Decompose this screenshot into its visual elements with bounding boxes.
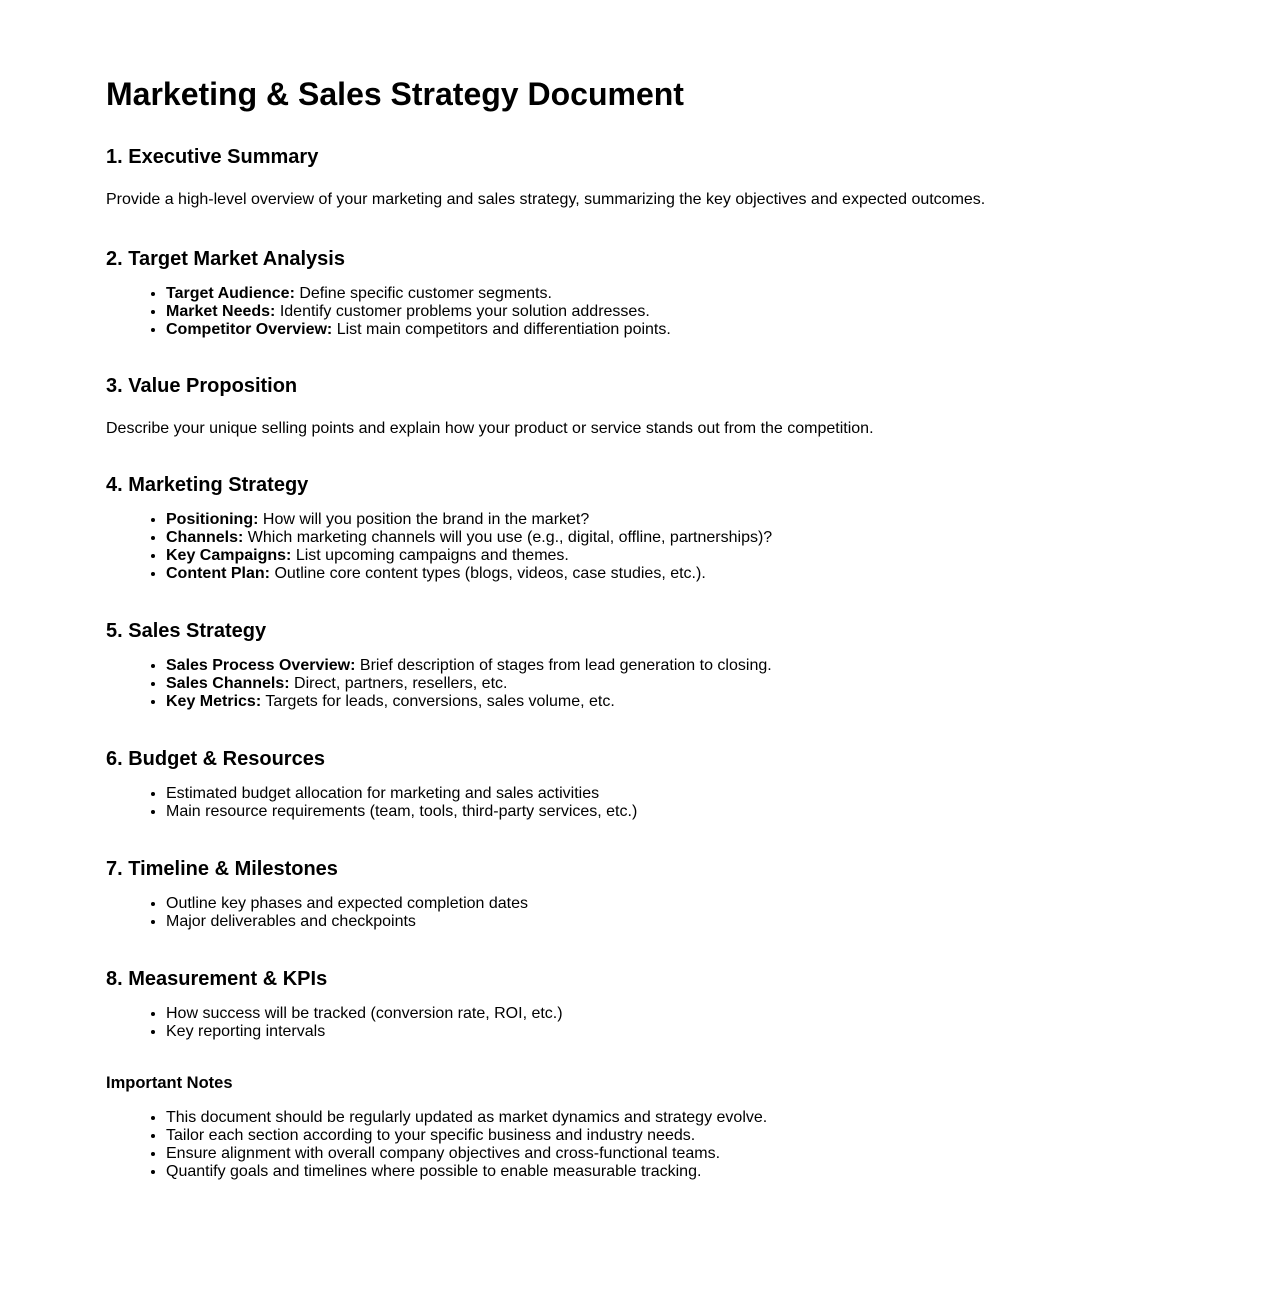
list-item: • Ensure alignment with overall company objectives and cross-functional teams.	[166, 1145, 1172, 1163]
bullet-list	[106, 511, 1172, 583]
bullet-list	[106, 1109, 1172, 1181]
document-title: Marketing & Sales Strategy Document	[106, 76, 684, 112]
section-heading: 6. Budget & Resources	[106, 748, 325, 770]
item-label: Channels:	[166, 529, 244, 546]
item-label: Content Plan:	[166, 565, 270, 582]
section-heading: 4. Marketing Strategy	[106, 474, 309, 496]
list-item	[166, 547, 1172, 565]
list-item	[166, 285, 1172, 303]
section-heading: 2. Target Market Analysis	[106, 248, 345, 270]
section-measurement	[106, 967, 1172, 1041]
notes-heading: Important Notes	[106, 1074, 233, 1092]
list-item: • Major deliverables and checkpoints	[166, 913, 1172, 931]
section-paragraph: Provide a high-level overview of your marketing and sales strategy, summarizing the key objectives and expected outcomes.	[106, 191, 986, 208]
list-item	[166, 511, 1172, 529]
item-text: Brief description of stages from lead generation to closing.	[355, 657, 772, 674]
list-item	[166, 303, 1172, 321]
item-label: Competitor Overview:	[166, 321, 333, 338]
item-label: Sales Process Overview:	[166, 657, 356, 674]
section-heading: 3. Value Proposition	[106, 375, 298, 397]
list-item	[166, 321, 1172, 339]
section-budget	[106, 747, 1172, 821]
item-text: List main competitors and differentiation points.	[332, 321, 671, 338]
bullet-list	[106, 895, 1172, 931]
list-item: • Main resource requirements (team, tools, third-party services, etc.)	[166, 803, 1172, 821]
item-text: Identify customer problems your solution addresses.	[275, 303, 650, 320]
bullet-list	[106, 1005, 1172, 1041]
item-text: Define specific customer segments.	[294, 285, 552, 302]
section-marketing-strategy	[106, 473, 1172, 583]
item-label: Market Needs:	[166, 303, 276, 320]
list-item: • Estimated budget allocation for marketing and sales activities	[166, 785, 1172, 803]
list-item	[166, 675, 1172, 693]
section-heading: 1. Executive Summary	[106, 146, 319, 168]
section-value-proposition	[106, 374, 1172, 438]
section-heading: 5. Sales Strategy	[106, 620, 267, 642]
bullet-list	[106, 285, 1172, 339]
section-executive-summary	[106, 145, 1172, 209]
section-heading: 7. Timeline & Milestones	[106, 858, 338, 880]
item-text: Outline core content types (blogs, videos, case studies, etc.).	[270, 565, 706, 582]
section-sales-strategy	[106, 619, 1172, 711]
list-item: • This document should be regularly updated as market dynamics and strategy evolve.	[166, 1109, 1172, 1127]
section-paragraph: Describe your unique selling points and explain how your product or service stands out from the competition.	[106, 420, 874, 437]
list-item	[166, 693, 1172, 711]
list-item: • Key reporting intervals	[166, 1023, 1172, 1041]
section-heading: 8. Measurement & KPIs	[106, 968, 328, 990]
item-text: List upcoming campaigns and themes.	[291, 547, 569, 564]
bullet-list	[106, 785, 1172, 821]
item-label: Sales Channels:	[166, 675, 290, 692]
item-label: Key Metrics:	[166, 693, 262, 710]
list-item: • Tailor each section according to your specific business and industry needs.	[166, 1127, 1172, 1145]
important-notes	[106, 1073, 1172, 1181]
item-text: Direct, partners, resellers, etc.	[289, 675, 508, 692]
item-text: How will you position the brand in the market?	[258, 511, 590, 528]
list-item: • How success will be tracked (conversion rate, ROI, etc.)	[166, 1005, 1172, 1023]
item-label: Target Audience:	[166, 285, 295, 302]
list-item: • Quantify goals and timelines where possible to enable measurable tracking.	[166, 1163, 1172, 1181]
bullet-list	[106, 657, 1172, 711]
section-target-market	[106, 247, 1172, 339]
item-text: Targets for leads, conversions, sales volume, etc.	[261, 693, 615, 710]
item-text: Which marketing channels will you use (e.g., digital, offline, partnerships)?	[243, 529, 773, 546]
list-item	[166, 657, 1172, 675]
section-timeline	[106, 857, 1172, 931]
list-item	[166, 565, 1172, 583]
list-item	[166, 529, 1172, 547]
item-label: Positioning:	[166, 511, 259, 528]
item-label: Key Campaigns:	[166, 547, 292, 564]
list-item: • Outline key phases and expected completion dates	[166, 895, 1172, 913]
